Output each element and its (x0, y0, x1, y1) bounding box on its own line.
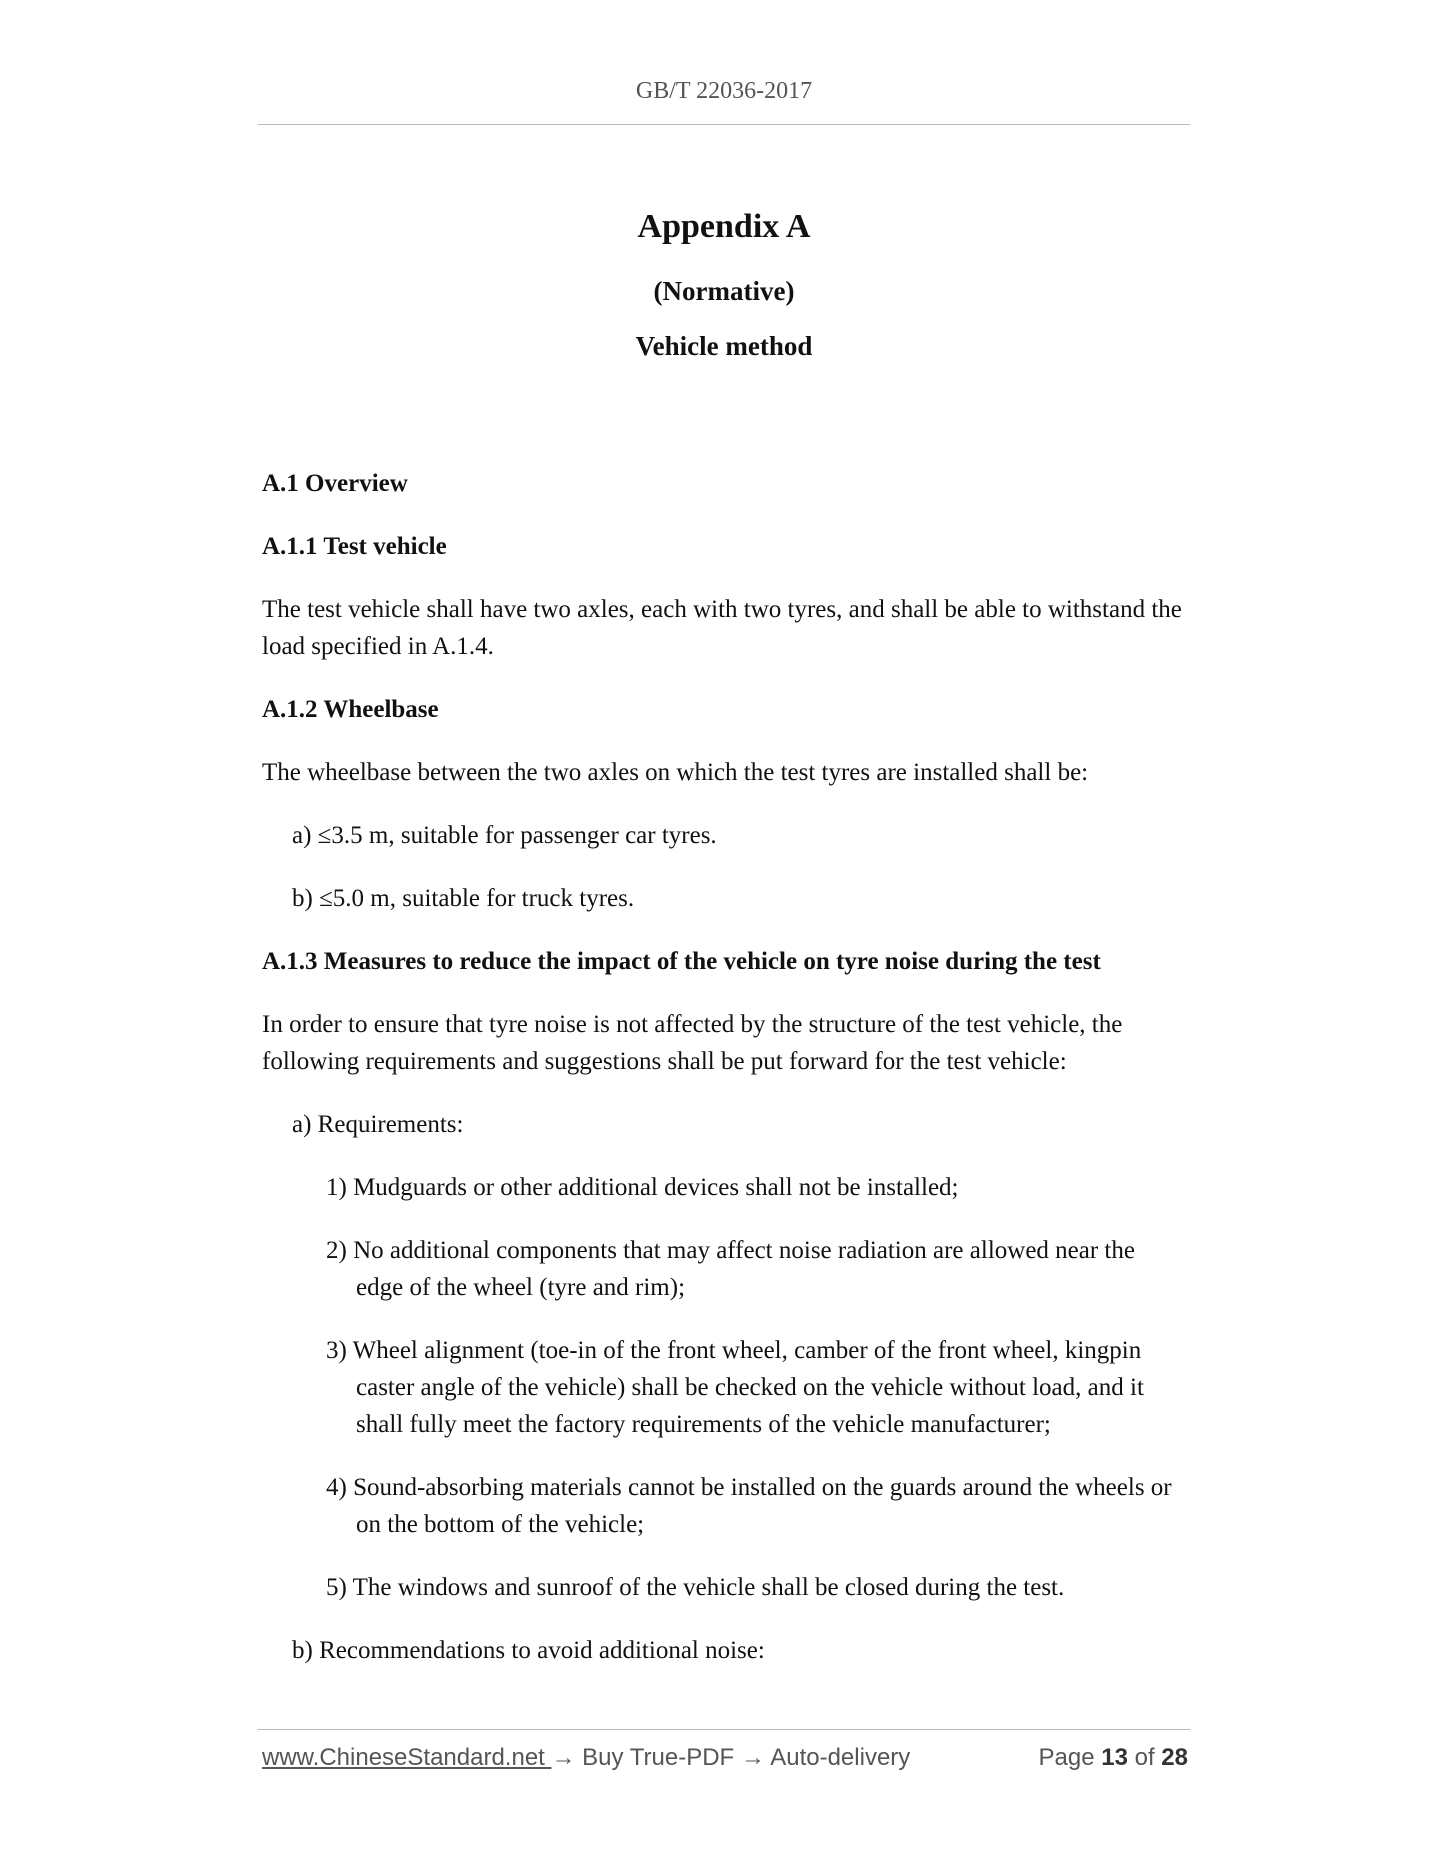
document-body (262, 465, 1188, 1669)
total-page-count: 28 (1161, 1744, 1188, 1771)
appendix-subject: Vehicle method (635, 331, 813, 361)
list-label-requirements: a) Requirements: (292, 1111, 464, 1138)
section-heading-a1: A.1 Overview (262, 470, 408, 497)
section-heading-a12: A.1.2 Wheelbase (262, 696, 439, 723)
document-id-header: GB/T 22036-2017 (635, 78, 813, 104)
current-page-number: 13 (1101, 1744, 1128, 1771)
site-link[interactable]: www.ChineseStandard.net (262, 1744, 552, 1771)
footer-divider (258, 1729, 1190, 1730)
paragraph-wheelbase: The wheelbase between the two axles on which the test tyres are installed shall be: (262, 759, 1089, 786)
requirement-item-1: 1) Mudguards or other additional devices shall not be installed; (326, 1174, 959, 1201)
footer-left (262, 1744, 910, 1772)
requirement-item-4: 4) Sound-absorbing materials cannot be installed on the guards around the wheels or on the bottom of the vehicle; (326, 1474, 1172, 1538)
requirement-item-3: 3) Wheel alignment (toe-in of the front wheel, camber of the front wheel, kingpin caster angle of the vehicle) shall be checked on the vehicle without load, and it shall fully meet the factory requirements of the vehicle manufacturer; (326, 1337, 1144, 1438)
section-heading-a13: A.1.3 Measures to reduce the impact of the vehicle on tyre noise during the test (262, 948, 1101, 975)
paragraph-test-vehicle: The test vehicle shall have two axles, each with two tyres, and shall be able to withstand the load specified in A.1.4. (262, 596, 1182, 660)
appendix-title: Appendix A (637, 208, 811, 245)
header-divider (258, 124, 1190, 125)
list-label-recommendations: b) Recommendations to avoid additional noise: (292, 1637, 765, 1664)
appendix-normative-label: (Normative) (653, 276, 795, 306)
list-item-wheelbase-b: b) ≤5.0 m, suitable for truck tyres. (292, 885, 635, 912)
page-label: Page (1038, 1744, 1095, 1771)
footer-purchase-text: → Buy True-PDF → Auto-delivery (551, 1744, 911, 1771)
list-item-wheelbase-a: a) ≤3.5 m, suitable for passenger car tyres. (292, 822, 717, 849)
paragraph-measures: In order to ensure that tyre noise is not affected by the structure of the test vehicle, the following requirements and suggestions shall be put forward for the test vehicle: (262, 1011, 1123, 1075)
page-of-label: of (1134, 1744, 1155, 1771)
requirement-item-2: 2) No additional components that may affect noise radiation are allowed near the edge of the wheel (tyre and rim); (326, 1237, 1135, 1301)
section-heading-a11: A.1.1 Test vehicle (262, 533, 447, 560)
requirement-item-5: 5) The windows and sunroof of the vehicle shall be closed during the test. (326, 1574, 1065, 1601)
page-indicator (1039, 1744, 1189, 1772)
